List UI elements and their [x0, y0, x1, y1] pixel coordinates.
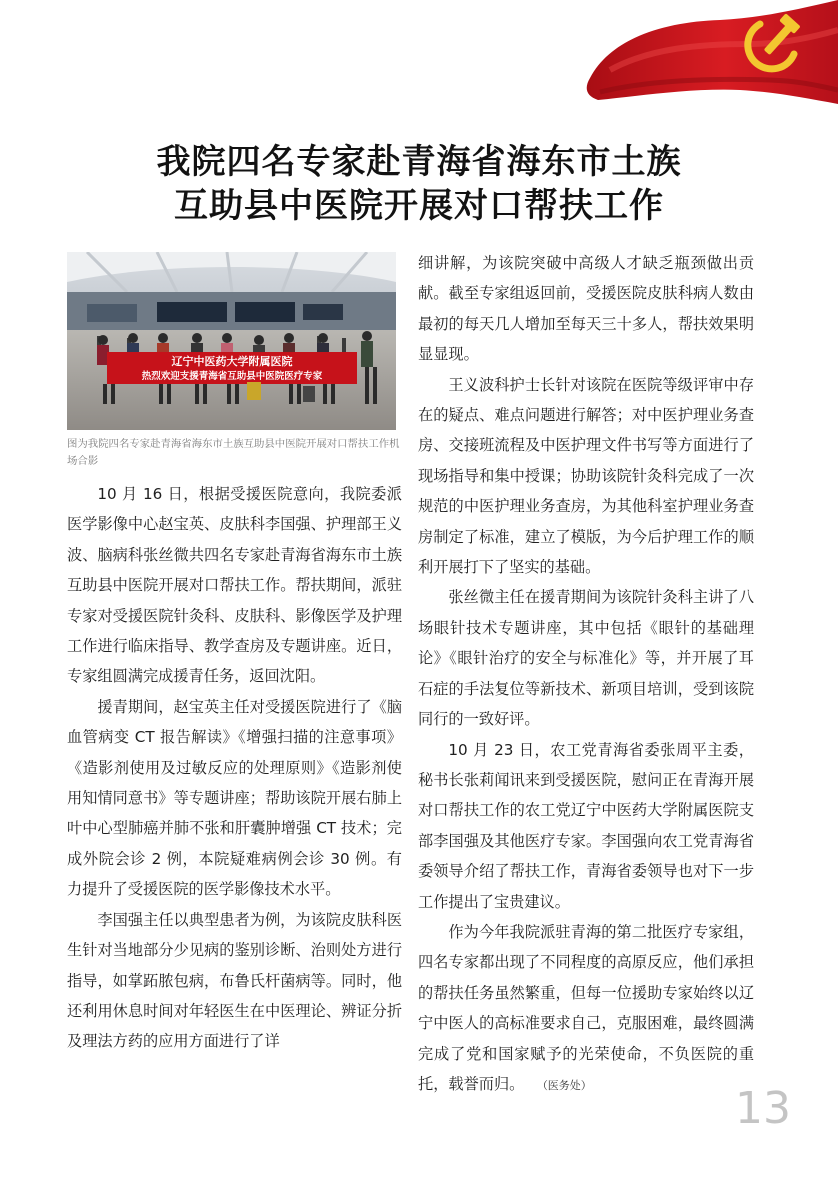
title-line-1: 我院四名专家赴青海省海东市土族 [156, 142, 682, 182]
page-number: 13 [735, 1083, 791, 1134]
paragraph: 10 月 23 日，农工党青海省委张周平主委，秘书长张莉闻讯来到受援医院，慰问正在青海开展对口帮扶工作的农工党辽宁中医药大学附属医院支部李国强及其他医疗专家。李国强向农工党青海省委领导介绍了帮扶工作，青海省委领导也对下一步工作提出了宝贵建议。 [418, 740, 754, 911]
paragraph: 援青期间，赵宝英主任对受援医院进行了《脑血管病变 CT 报告解读》《增强扫描的注意事项》《造影剂使用及过敏反应的处理原则》《造影剂使用知情同意书》等专题讲座；帮助该院开展右肺上叶中心型肺癌并肺不张和肝囊肿增强 CT 技术；完成外院会诊 2 例，本院疑难病例会诊 30 例。有力提升了受援医院的医学影像技术水平。 [67, 697, 402, 899]
paragraph-text: 作为今年我院派驻青海的第二批医疗专家组，四名专家都出现了不同程度的高原反应，他们承担的帮扶任务虽然繁重，但每一位援助专家始终以辽宁中医人的高标准要求自己，克服困难，最终圆满完成了党和国家赋予的光荣使命，不负医院的重托，载誉而归。 [418, 922, 754, 1093]
paragraph: 王义波科护士长针对该院在医院等级评审中存在的疑点、难点问题进行解答；对中医护理业务查房、交接班流程及中医护理文件书写等方面进行了现场指导和集中授课；协助该院针灸科完成了一次规范的中医护理业务查房，为其他科室护理业务查房制定了标准，建立了模版，为今后护理工作的顺利开展打下了坚实的基础。 [418, 375, 754, 577]
photo-caption: 图为我院四名专家赴青海省海东市土族互助县中医院开展对口帮扶工作机场合影 [67, 438, 400, 467]
article-title [0, 140, 838, 228]
title-line-2: 互助县中医院开展对口帮扶工作 [174, 186, 664, 226]
paragraph-continued: 细讲解，为该院突破中高级人才缺乏瓶颈做出贡献。截至专家组返回前，受援医院皮肤科病人数由最初的每天几人增加至每天三十多人，帮扶效果明显显现。 [418, 254, 754, 364]
paragraph: 张丝微主任在援青期间为该院针灸科主讲了八场眼针技术专题讲座，其中包括《眼针的基础理论》《眼针治疗的安全与标准化》等，并开展了耳石症的手法复位等新技术、新项目培训，受到该院同行的一致好评。 [418, 588, 754, 729]
banner-line-1: 辽宁中医药大学附属医院 [171, 355, 293, 368]
article-column-left [67, 479, 402, 1057]
paragraph: 李国强主任以典型患者为例，为该院皮肤科医生针对当地部分少见病的鉴别诊断、治则处方进行指导，如掌跖脓包病，布鲁氏杆菌病等。同时，他还利用休息时间对年轻医生在中医理论、辨证分折及理法方药的应用方面进行了详 [67, 910, 402, 1051]
paragraph: 10 月 16 日，根据受援医院意向，我院委派医学影像中心赵宝英、皮肤科李国强、护理部王义波、脑病科张丝微共四名专家赴青海省海东市土族互助县中医院开展对口帮扶工作。帮扶期间，派驻专家对受援医院针灸科、皮肤科、影像医学及护理工作进行临床指导、教学查房及专题讲座。近日，专家组圆满完成援青任务，返回沈阳。 [67, 485, 402, 686]
source-attribution: （医务处） [542, 1078, 592, 1092]
red-flag-banner [580, 0, 838, 110]
paragraph-final [418, 917, 754, 1101]
airport-group-photo [67, 252, 396, 430]
article-column-right [418, 248, 754, 1101]
banner-line-2: 热烈欢迎支援青海省互助县中医院医疗专家 [141, 371, 323, 382]
